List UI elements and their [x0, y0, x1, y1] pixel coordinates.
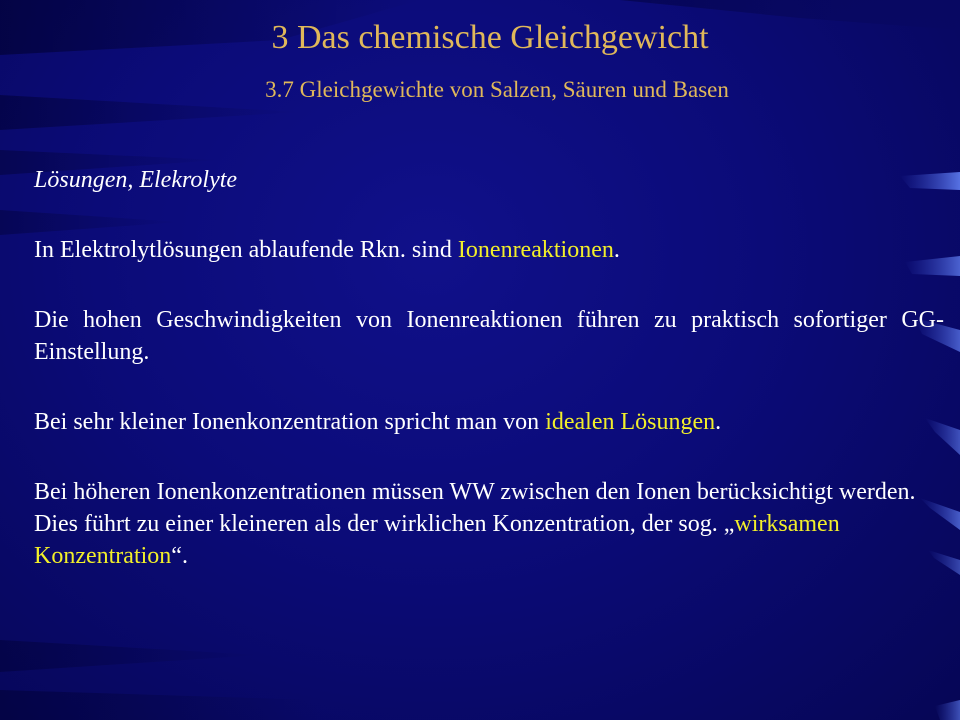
paragraph-text: Bei höheren Ionenkonzentrationen müssen WW zwischen den Ionen berücksichtigt werden. Dies führt zu einer kleineren als der wirklichen Konzentration, der sog. „ [34, 479, 916, 537]
paragraph-ideale-loesungen [34, 406, 944, 438]
paragraph-text: In Elektrolytlösungen ablaufende Rkn. sind [34, 237, 458, 263]
paragraph-end: . [613, 237, 620, 263]
slide-subtitle: 3.7 Gleichgewichte von Salzen, Säuren und Basen [265, 77, 729, 102]
paragraph-end: . [715, 409, 722, 435]
section-heading: Lösungen, Elekrolyte [34, 167, 238, 193]
slide-content [34, 164, 944, 610]
paragraph-text: Bei sehr kleiner Ionenkonzentration spricht man von [34, 409, 546, 435]
highlight-term: idealen Lösungen [545, 409, 716, 435]
slide-title: 3 Das chemische Gleichgewicht [271, 19, 709, 56]
highlight-term: Ionenreaktionen [457, 237, 614, 263]
highlight-term: wirksamen Konzentration [34, 511, 840, 569]
paragraph-wirksame-konzentration [34, 476, 944, 572]
paragraph-ionenreaktionen [34, 234, 944, 266]
paragraph-geschwindigkeit: Die hohen Geschwindigkeiten von Ionenreaktionen führen zu praktisch sofortiger GG-Einstellung. [34, 307, 944, 365]
paragraph-end: “. [171, 543, 188, 569]
